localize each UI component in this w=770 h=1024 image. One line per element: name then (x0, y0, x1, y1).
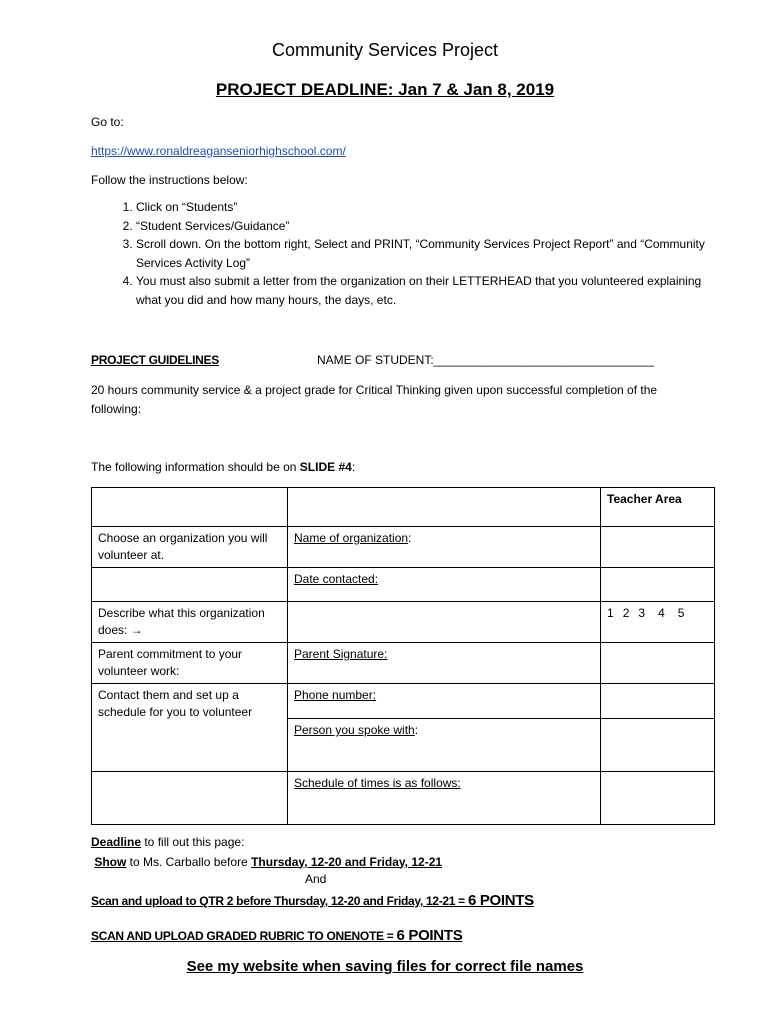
deadline-word: Deadline (91, 835, 142, 849)
instruction-step: 2. “Student Services/Guidance” (136, 217, 716, 236)
date-contacted-field[interactable] (288, 568, 601, 602)
go-to-label: Go to: (91, 115, 124, 129)
instruction-steps (91, 198, 716, 309)
score-2[interactable]: 2 (622, 606, 630, 620)
describe-organization-field[interactable] (288, 602, 601, 643)
parent-signature-field[interactable] (288, 643, 601, 684)
slide-note-text: The following information should be on (91, 460, 300, 474)
follow-instructions-label: Follow the instructions below: (91, 173, 248, 187)
table-row (92, 488, 715, 527)
website-note: See my website when saving files for correct file names (186, 958, 584, 975)
label-colon: : (414, 723, 419, 737)
teacher-score-cell[interactable] (601, 684, 715, 719)
date-contacted-label: Date contacted: (294, 572, 379, 586)
teacher-score-cell[interactable] (601, 719, 715, 772)
table-row (92, 684, 715, 719)
show-text: to Ms. Carballo before (126, 854, 252, 869)
schedule-label: Schedule of times is as follows: (294, 776, 461, 790)
score-5[interactable]: 5 (677, 606, 685, 620)
project-guidelines-heading: PROJECT GUIDELINES (91, 353, 219, 367)
table-row (92, 568, 715, 602)
score-scale[interactable] (601, 602, 715, 643)
scan-upload-instruction (91, 892, 534, 909)
table-row (92, 602, 715, 643)
person-spoke-with-label: Person you spoke with (294, 723, 415, 737)
slide-number: SLIDE #4 (299, 460, 352, 474)
score-4[interactable]: 4 (658, 606, 665, 620)
rubric-points: 6 POINTS (396, 927, 463, 944)
teacher-score-cell[interactable] (601, 527, 715, 568)
school-website-link[interactable]: https://www.ronaldreaganseniorhighschool.com/ (91, 144, 346, 158)
describe-organization-cell: Describe what this organization does: → (92, 602, 288, 643)
teacher-score-cell[interactable] (601, 772, 715, 825)
hours-description: 20 hours community service & a project grade for Critical Thinking given upon successful completion of the following: (91, 383, 658, 416)
teacher-area-header: Teacher Area (601, 488, 715, 527)
table-cell (288, 488, 601, 527)
instruction-step: 3. Scroll down. On the bottom right, Select and PRINT, “Community Services Project Report” and “Community Services Activity Log” (136, 235, 716, 272)
phone-number-label: Phone number: (294, 688, 377, 702)
name-of-organization-field[interactable] (288, 527, 601, 568)
slide-note (91, 460, 355, 474)
instruction-step: 1. Click on “Students” (136, 198, 716, 217)
deadline-line (91, 833, 442, 853)
person-spoke-with-field[interactable] (288, 719, 601, 772)
table-cell (92, 488, 288, 527)
student-name-field[interactable]: NAME OF STUDENT:_________________________________ (317, 353, 654, 367)
show-dates: Thursday, 12-20 and Friday, 12-21 (251, 854, 443, 869)
label-colon: : (408, 531, 412, 545)
scan-upload-points: 6 POINTS (467, 892, 534, 909)
document-title: Community Services Project (271, 40, 499, 60)
show-line (91, 853, 442, 873)
teacher-score-cell[interactable] (601, 643, 715, 684)
project-deadline: PROJECT DEADLINE: Jan 7 & Jan 8, 2019 (215, 80, 555, 99)
rubric-instruction (91, 927, 462, 944)
choose-organization-cell: Choose an organization you will volunteer at. (92, 527, 288, 568)
rubric-text: SCAN AND UPLOAD GRADED RUBRIC TO ONENOTE = (91, 929, 397, 943)
score-3[interactable]: 3 (638, 606, 646, 620)
table-row (92, 772, 715, 825)
and-label: And (305, 872, 327, 886)
schedule-field[interactable] (288, 772, 601, 825)
table-row (92, 643, 715, 684)
scan-upload-text: Scan and upload to QTR 2 before Thursday, 12-20 and Friday, 12-21 = (91, 894, 468, 908)
show-word: Show (94, 854, 127, 869)
contact-organization-cell: Contact them and set up a schedule for you to volunteer (92, 684, 288, 772)
name-of-organization-label: Name of organization (294, 531, 409, 545)
requirements-table (91, 487, 715, 825)
score-1[interactable]: 1 (607, 606, 614, 620)
deadline-note (91, 833, 442, 872)
table-cell (92, 568, 288, 602)
instruction-step: 4. You must also submit a letter from the organization on their LETTERHEAD that you volunteered explaining what you did and how many hours, the days, etc. (136, 272, 716, 309)
deadline-text: to fill out this page: (141, 835, 245, 849)
parent-commitment-cell: Parent commitment to your volunteer work: (92, 643, 288, 684)
phone-number-field[interactable] (288, 684, 601, 719)
slide-note-colon: : (351, 460, 356, 474)
teacher-score-cell[interactable] (601, 568, 715, 602)
table-row (92, 527, 715, 568)
parent-signature-label: Parent Signature: (294, 647, 388, 661)
table-cell (92, 772, 288, 825)
